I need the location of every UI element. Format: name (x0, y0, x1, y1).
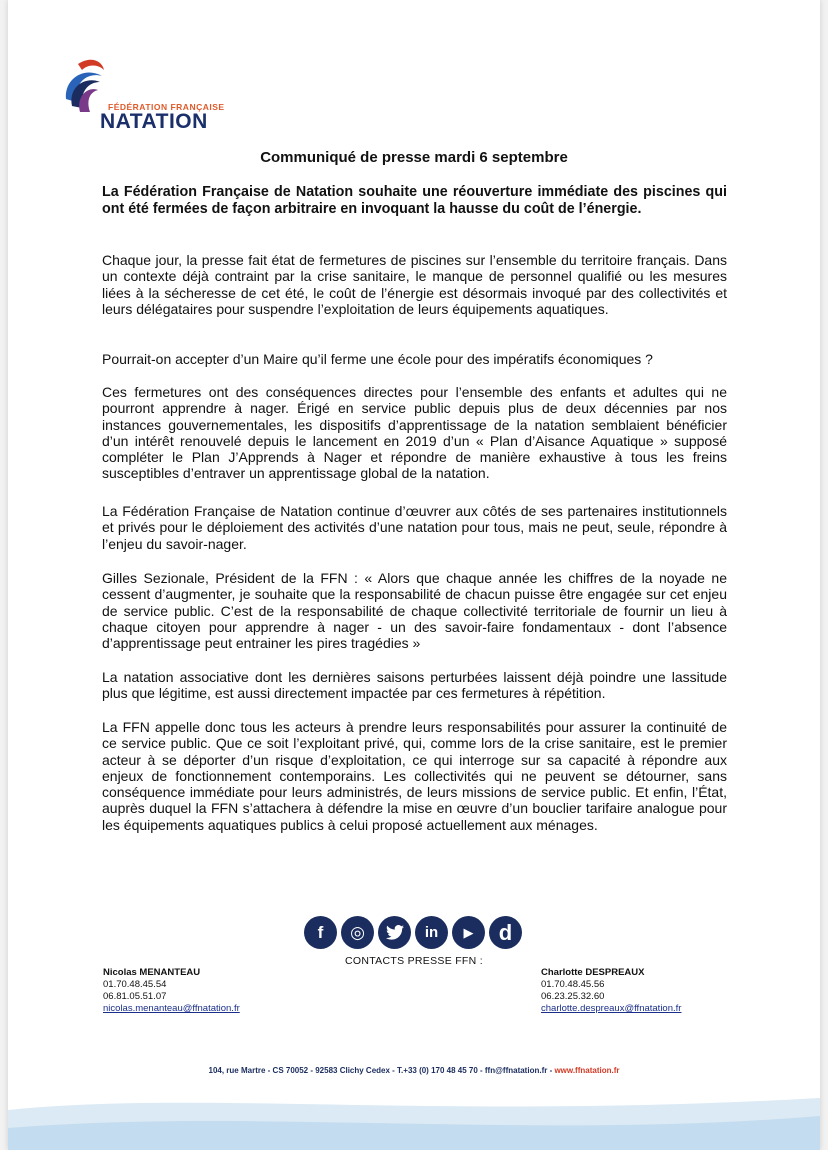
contact-phone: 01.70.48.45.56 (541, 979, 605, 990)
contacts-label: CONTACTS PRESSE FFN : (345, 955, 483, 967)
paragraph: La Fédération Française de Natation continue d’œuvrer aux côtés de ses partenaires institutionnels et privés pour le déploiement des activités d’une natation pour tous, mais ne peut, seule, répondre à l’enjeu du savoir-nager. (102, 503, 727, 552)
wave-decoration (8, 1080, 820, 1150)
contact-phone: 01.70.48.45.54 (103, 979, 167, 990)
dailymotion-icon[interactable]: d (489, 916, 522, 949)
twitter-bird-icon (386, 925, 404, 940)
contact-name: Nicolas MENANTEAU (103, 967, 201, 978)
paragraph: Chaque jour, la presse fait état de fermetures de piscines sur l’ensemble du territoire français. Dans un contexte déjà contraint par la crise sanitaire, le manque de personnel qualifié ou les mesures liées à la sécheresse de cet été, le coût de l’énergie est désormais invoqué par des collectivités et leurs délégataires pour suspendre l’exploitation de leurs équipements aquatiques. (102, 252, 727, 317)
paragraph: Gilles Sezionale, Président de la FFN : « Alors que chaque année les chiffres de la noyade ne cessent d’augmenter, je souhaite que la responsabilité de chacun puisse être engagée sur cet enjeu de service public. C’est de la responsabilité de chaque collectivité territoriale de fournir un lieu à chaque citoyen pour apprendre à nager - un des savoir-faire fondamentaux - dont l’absence d’apprentissage peut entrainer les pires tragédies » (102, 570, 727, 652)
paragraph: La FFN appelle donc tous les acteurs à prendre leurs responsabilités pour assurer la continuité de ce service public. Que ce soit l’exploitant privé, qui, comme lors de la crise sanitaire, est le premier acteur à se déporter d’un risque d’exploitation, ce qui interroge sur sa capacité à répondre aux enjeux de fonctionnement contemporains. Les collectivités qui ne peuvent se détourner, sans conséquence immédiate pour leurs administrés, de leurs missions de service public. Et enfin, l’État, auprès duquel la FFN s’attachera à défendre la mise en œuvre d’un bouclier tarifaire analogue pour les équipements aquatiques publics à celui proposé actuellement aux ménages. (102, 719, 727, 833)
page-title: Communiqué de presse mardi 6 septembre (260, 149, 568, 166)
social-links (304, 916, 522, 949)
paragraph: Ces fermetures ont des conséquences directes pour l’ensemble des enfants et adultes qui ne pourront apprendre à nager. Érigé en service public depuis plus de deux décennies par nos instances gouvernementales, les dispositifs d’apprentissage de la natation semblaient bénéficier d’un intérêt renouvelé depuis le lancement en 2019 d’un « Plan d’Aisance Aquatique » supposé compléter le Plan J’Apprends à Nager et répondre de manière exhaustive à tous les freins susceptibles d’entraver un apprentissage global de la natation. (102, 384, 727, 482)
ffn-logo (58, 54, 228, 134)
contact-phone: 06.81.05.51.07 (103, 991, 167, 1002)
footer-address-text: 104, rue Martre - CS 70052 - 92583 Clichy Cedex - T.+33 (0) 170 48 45 70 - ffn@ffnatation.fr - (208, 1066, 555, 1075)
logo-name: NATATION (100, 110, 208, 133)
contact-email-link[interactable]: charlotte.despreaux@ffnatation.fr (541, 1003, 682, 1014)
facebook-icon[interactable]: f (304, 916, 337, 949)
contact-name: Charlotte DESPREAUX (541, 967, 645, 978)
contact-email-link[interactable]: nicolas.menanteau@ffnatation.fr (103, 1003, 240, 1014)
paragraph: Pourrait-on accepter d’un Maire qu’il ferme une école pour des impératifs économiques ? (102, 351, 653, 367)
contact-left (103, 967, 240, 1015)
headline: La Fédération Française de Natation souhaite une réouverture immédiate des piscines qui ont été fermées de façon arbitraire en invoquant la hausse du coût de l’énergie. (102, 184, 727, 217)
paragraph: La natation associative dont les dernières saisons perturbées laissent déjà poindre une lassitude plus que légitime, est aussi directement impactée par ces fermetures à répétition. (102, 669, 727, 702)
footer-website-link[interactable]: www.ffnatation.fr (554, 1066, 620, 1075)
instagram-icon[interactable]: ◎ (341, 916, 374, 949)
youtube-icon[interactable]: ▶ (452, 916, 485, 949)
linkedin-icon[interactable]: in (415, 916, 448, 949)
logo-subtitle: FÉDÉRATION FRANÇAISE (108, 102, 225, 112)
contact-right (541, 967, 681, 1015)
contact-phone: 06.23.25.32.60 (541, 991, 605, 1002)
twitter-icon[interactable] (378, 916, 411, 949)
press-release-page (8, 0, 820, 1150)
footer-address (8, 1066, 820, 1075)
